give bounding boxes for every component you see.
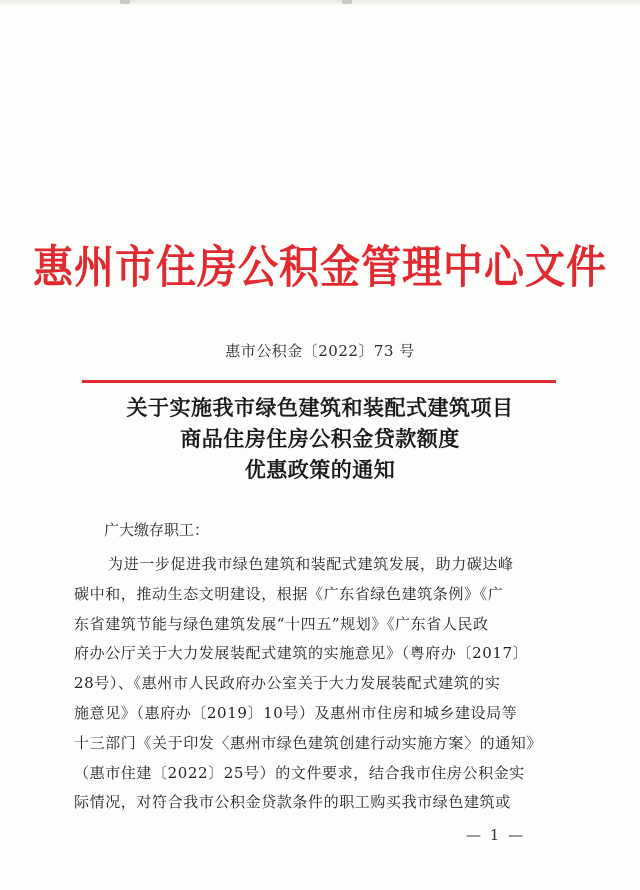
body-line: 东省建筑节能与绿色建筑发展“十四五”规划》《广东省人民政 bbox=[74, 614, 489, 633]
body-paragraph bbox=[74, 550, 564, 818]
body-line: 施意见》（惠府办〔2019〕10号）及惠州市住房和城乡建设局等 bbox=[74, 703, 518, 722]
document-masthead: 惠州市住房公积金管理中心文件 bbox=[33, 240, 607, 294]
title-line: 优惠政策的通知 bbox=[244, 457, 396, 482]
body-line: 十三部门《关于印发〈惠州市绿色建筑创建行动实施方案〉的通知》 bbox=[74, 733, 543, 752]
red-divider-line bbox=[82, 380, 556, 383]
body-line: 府办公厅关于大力发展装配式建筑的实施意见》（粤府办〔2017〕 bbox=[74, 644, 529, 663]
title-line: 关于实施我市绿色建筑和装配式建筑项目 bbox=[126, 395, 514, 420]
page-number: — 1 — bbox=[466, 826, 526, 844]
scan-mark bbox=[342, 0, 352, 4]
body-line: 际情况，对符合我市公积金贷款条件的职工购买我市绿色建筑或 bbox=[74, 793, 511, 812]
body-line: 为进一步促进我市绿色建筑和装配式建筑发展，助力碳达峰 bbox=[108, 555, 514, 573]
body-line: 碳中和，推动生态文明建设，根据《广东省绿色建筑条例》《广 bbox=[74, 584, 504, 603]
notice-title bbox=[0, 392, 640, 485]
body-line: 28号）、《惠州市人民政府办公室关于大力发展装配式建筑的实 bbox=[74, 674, 501, 693]
scan-edge bbox=[0, 0, 640, 6]
salutation: 广大缴存职工： bbox=[104, 521, 210, 539]
scan-mark bbox=[120, 0, 130, 4]
title-line: 商品住房住房公积金贷款额度 bbox=[180, 426, 460, 451]
document-number: 惠市公积金〔2022〕73 号 bbox=[225, 342, 415, 360]
body-line: （惠市住建〔2022〕25号）的文件要求，结合我市住房公积金实 bbox=[74, 763, 525, 782]
